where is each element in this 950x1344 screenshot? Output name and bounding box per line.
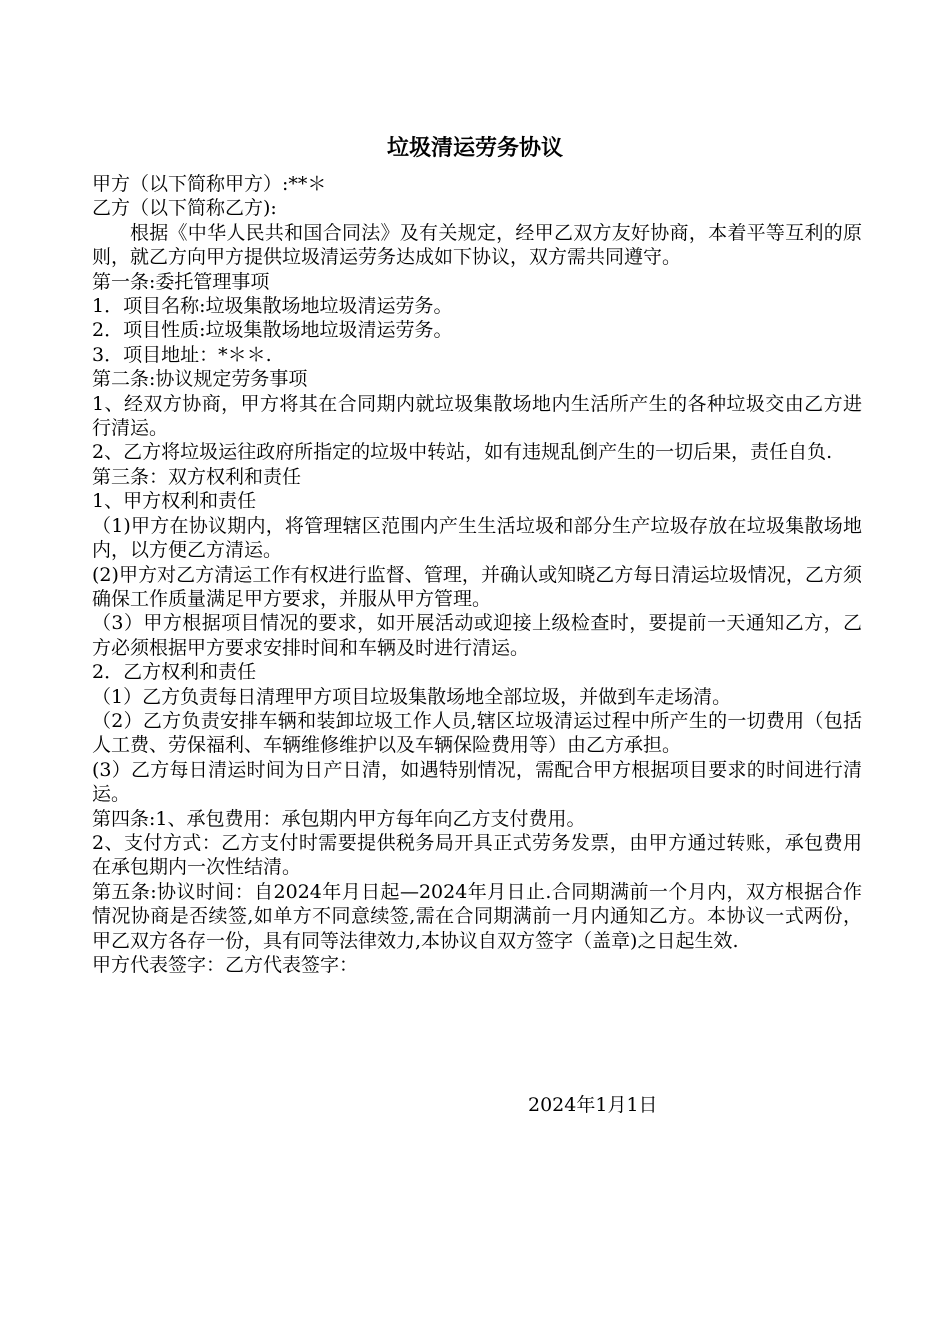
article-4-payment: 2、支付方式：乙方支付时需要提供税务局开具正式劳务发票，由甲方通过转账，承包费用在承包期内一次性结清。 xyxy=(92,831,862,879)
article-2-heading: 第二条:协议规定劳务事项 xyxy=(92,368,308,391)
preamble-paragraph: 根据《中华人民共和国合同法》及有关规定，经甲乙双方友好协商，本着平等互利的原则，就乙方向甲方提供垃圾清运劳务达成如下协议，双方需共同遵守。 xyxy=(92,221,862,269)
signature-line: 甲方代表签字：乙方代表签字： xyxy=(92,954,359,976)
signing-date: 2024年1月1日 xyxy=(528,1094,658,1116)
party-a-clause-2: (2)甲方对乙方清运工作有权进行监督、管理，并确认或知晓乙方每日清运垃圾情况，乙方须确保工作质量满足甲方要求，并服从甲方管理。 xyxy=(92,563,862,610)
article-4-fee: 第四条:1、承包费用：承包期内甲方每年向乙方支付费用。 xyxy=(92,807,586,830)
document-body xyxy=(92,172,862,977)
article-2-item-2: 2、乙方将垃圾运往政府所指定的垃圾中转站，如有违规乱倒产生的一切后果，责任自负. xyxy=(92,441,833,464)
article-1-item-2: 2．项目性质:垃圾集散场地垃圾清运劳务。 xyxy=(92,319,453,342)
article-5-term: 第五条:协议时间：自2024年月日起—2024年月日止.合同期满前一个月内，双方根据合作情况协商是否续签,如单方不同意续签,需在合同期满前一月内通知乙方。本协议一式两份，甲乙双方各存一份，具有同等法律效力,本协议自双方签字（盖章)之日起生效. xyxy=(92,880,862,952)
party-a-rights-heading: 1、甲方权利和责任 xyxy=(92,490,257,513)
article-2-item-1: 1、经双方协商，甲方将其在合同期内就垃圾集散场地内生活所产生的各种垃圾交由乙方进行清运。 xyxy=(92,392,862,440)
article-1-item-1: 1．项目名称:垃圾集散场地垃圾清运劳务。 xyxy=(92,295,453,318)
party-a-line: 甲方（以下简称甲方）:**＊ xyxy=(92,173,327,195)
article-1-item-3: 3．项目地址：*＊＊. xyxy=(92,343,272,366)
party-a-clause-1: （1)甲方在协议期内，将管理辖区范围内产生生活垃圾和部分生产垃圾存放在垃圾集散场地内，以方便乙方清运。 xyxy=(92,514,862,562)
party-b-clause-1: （1）乙方负责每日清理甲方项目垃圾集散场地全部垃圾，并做到车走场清。 xyxy=(92,685,732,708)
party-b-clause-3: (3）乙方每日清运时间为日产日清，如遇特别情况，需配合甲方根据项目要求的时间进行清运。 xyxy=(92,758,862,806)
document-title: 垃圾清运劳务协议 xyxy=(386,135,563,161)
party-a-clause-3: （3）甲方根据项目情况的要求，如开展活动或迎接上级检查时，要提前一天通知乙方，乙方必须根据甲方要求安排时间和车辆及时进行清运。 xyxy=(92,612,862,659)
party-b-clause-2: （2）乙方负责安排车辆和装卸垃圾工作人员,辖区垃圾清运过程中所产生的一切费用（包括人工费、劳保福利、车辆维修维护以及车辆保险费用等）由乙方承担。 xyxy=(92,709,862,757)
article-3-heading: 第三条：双方权利和责任 xyxy=(92,465,302,488)
party-b-rights-heading: 2．乙方权利和责任 xyxy=(92,661,257,684)
article-1-heading: 第一条:委托管理事项 xyxy=(92,270,270,293)
party-b-line: 乙方（以下简称乙方): xyxy=(92,197,277,220)
